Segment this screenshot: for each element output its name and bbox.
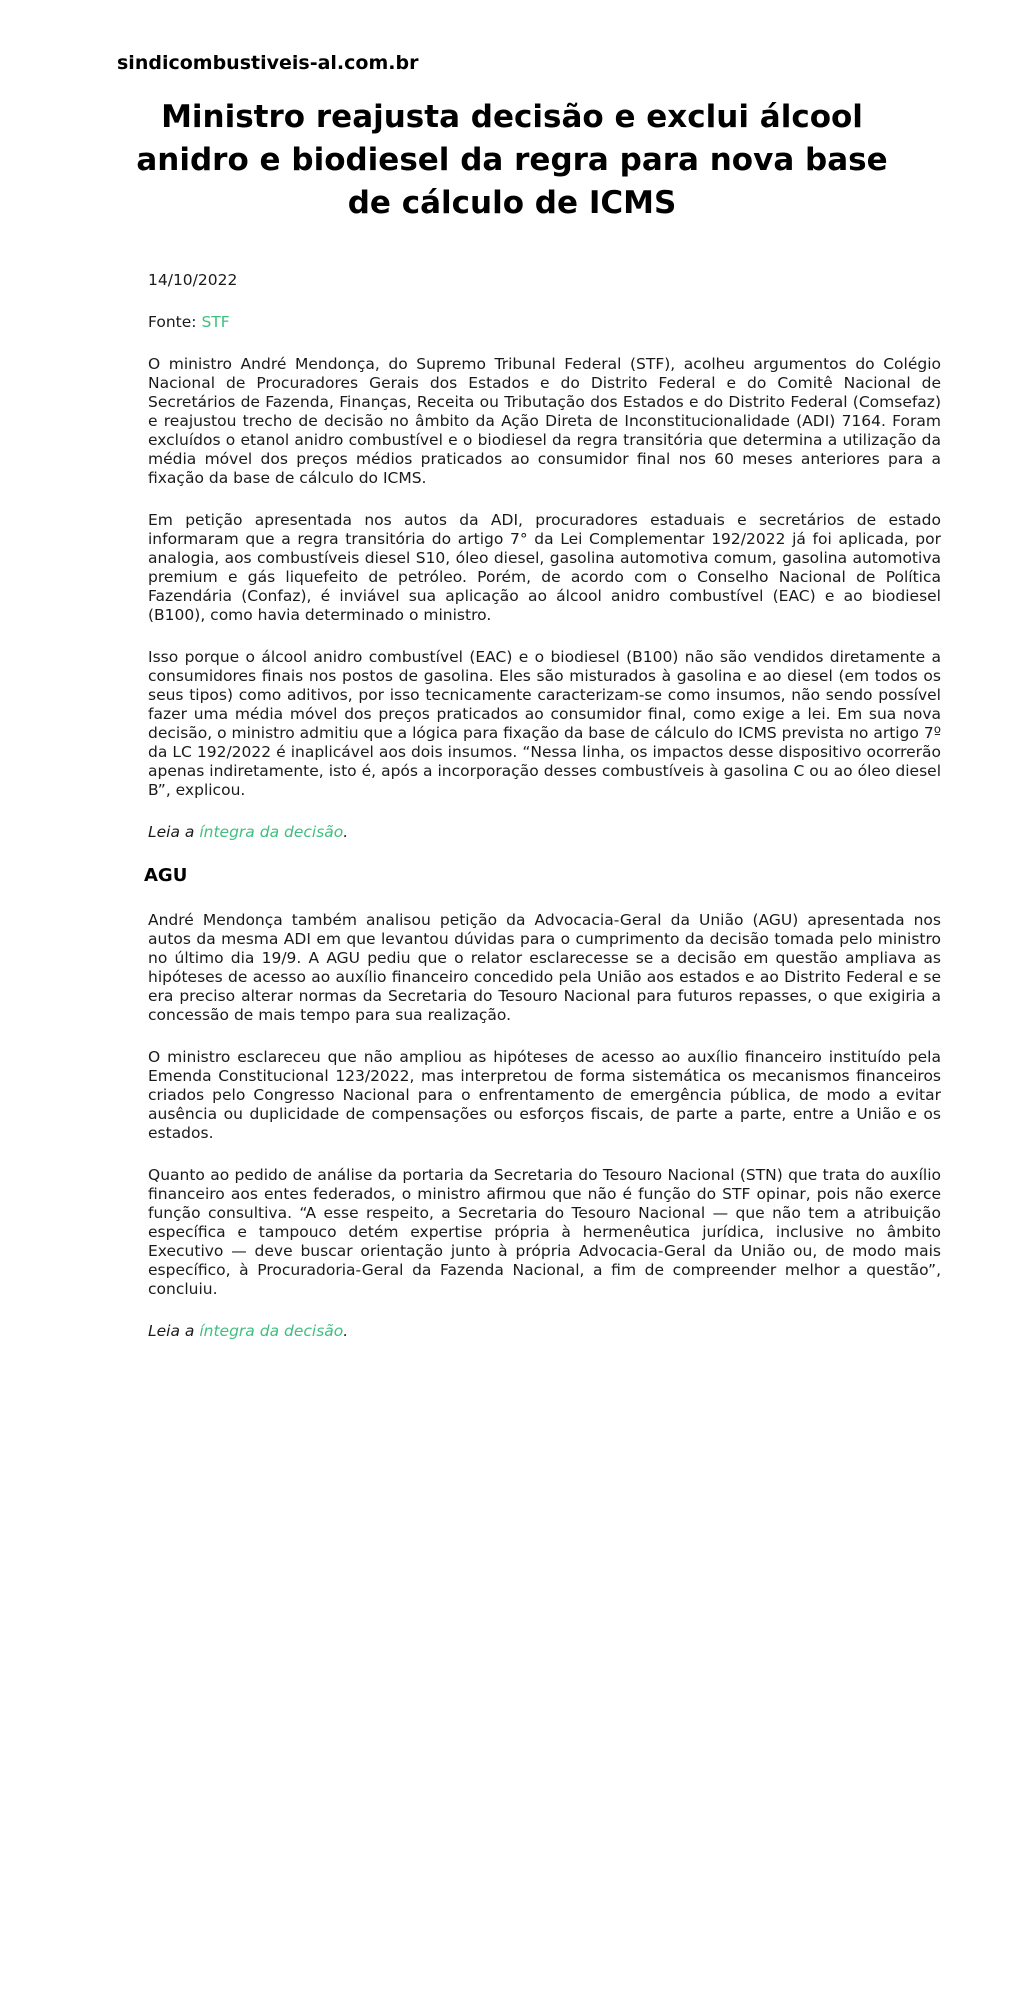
source-link[interactable]: STF [201,313,230,331]
agu-paragraph-2: O ministro esclareceu que não ampliou as hipóteses de acesso ao auxílio financeiro instituído pela Emenda Constitucional 123/2022, mas interpretou de forma sistemática os mecanismos financeiros criados pelo Congresso Nacional para o enfrentamento de emergência pública, de modo a evitar ausência ou duplicidade de compensações ou esforços fiscais, de parte a parte, entre a União e os estados. [148,1048,941,1142]
article-date: 14/10/2022 [148,271,238,289]
full-decision-link-2[interactable]: íntegra da decisão [199,1322,344,1340]
read-full-decision-2 [148,1322,941,1341]
leia-suffix: . [343,823,349,841]
article-body [144,271,941,1364]
article-paragraph-2: Em petição apresentada nos autos da ADI, procuradores estaduais e secretários de estado informaram que a regra transitória do artigo 7° da Lei Complementar 192/2022 já foi aplicada, por analogia, aos combustíveis diesel S10, óleo diesel, gasolina automotiva comum, gasolina automotiva premium e gás liquefeito de petróleo. Porém, de acordo com o Conselho Nacional de Política Fazendária (Confaz), é inviável sua aplicação ao álcool anidro combustível (EAC) e ao biodiesel (B100), como havia determinado o ministro. [148,511,941,624]
agu-paragraph-1: André Mendonça também analisou petição da Advocacia-Geral da União (AGU) apresentada nos autos da mesma ADI em que levantou dúvidas para o cumprimento da decisão tomada pelo ministro no último dia 19/9. A AGU pediu que o relator esclarecesse se a decisão em questão ampliava as hipóteses de acesso ao auxílio financeiro concedido pela União aos estados e ao Distrito Federal e se era preciso alterar normas da Secretaria do Tesouro Nacional para futuros repasses, o que exigiria a concessão de mais tempo para sua realização. [148,911,941,1024]
leia-prefix: Leia a [148,1322,200,1340]
source-label: Fonte: [148,313,202,331]
article-paragraph-1: O ministro André Mendonça, do Supremo Tribunal Federal (STF), acolheu argumentos do Colégio Nacional de Procuradores Gerais dos Estados e do Distrito Federal e do Comitê Nacional de Secretários de Fazenda, Finanças, Receita ou Tributação dos Estados e do Distrito Federal (Comsefaz) e reajustou trecho de decisão no âmbito da Ação Direta de Inconstitucionalidade (ADI) 7164. Foram excluídos o etanol anidro combustível e o biodiesel da regra transitória que determina a utilização da média móvel dos preços médios praticados ao consumidor final nos 60 meses anteriores para a fixação da base de cálculo do ICMS. [148,355,941,487]
leia-prefix: Leia a [148,823,200,841]
read-full-decision-1 [148,823,941,842]
full-decision-link-1[interactable]: íntegra da decisão [199,823,344,841]
site-name: sindicombustiveis-al.com.br [117,52,419,74]
article-source [148,313,941,332]
agu-paragraph-3: Quanto ao pedido de análise da portaria da Secretaria do Tesouro Nacional (STN) que trata do auxílio financeiro aos entes federados, o ministro afirmou que não é função do STF opinar, pois não exerce função consultiva. “A esse respeito, a Secretaria do Tesouro Nacional — que não tem a atribuição específica e tampouco detém expertise própria à hermenêutica jurídica, inclusive no âmbito Executivo — deve buscar orientação junto à própria Advocacia-Geral da União ou, de modo mais específico, à Procuradoria-Geral da Fazenda Nacional, a fim de compreender melhor a questão”, concluiu. [148,1166,941,1298]
article-paragraph-3: Isso porque o álcool anidro combustível (EAC) e o biodiesel (B100) não são vendidos diretamente a consumidores finais nos postos de gasolina. Eles são misturados à gasolina e ao diesel (em todos os seus tipos) como aditivos, por isso tecnicamente caracterizam-se como insumos, não sendo possível fazer uma média móvel dos preços praticados ao consumidor final, como exige a lei. Em sua nova decisão, o ministro admitiu que a lógica para fixação da base de cálculo do ICMS prevista no artigo 7º da LC 192/2022 é inaplicável aos dois insumos. “Nessa linha, os impactos desse dispositivo ocorrerão apenas indiretamente, isto é, após a incorporação desses combustíveis à gasolina C ou ao óleo diesel B”, explicou. [148,648,941,799]
section-heading-agu: AGU [144,865,188,886]
leia-suffix: . [343,1322,349,1340]
article-title: Ministro reajusta decisão e exclui álcool anidro e biodiesel da regra para nova base de cálculo de ICMS [136,99,888,221]
